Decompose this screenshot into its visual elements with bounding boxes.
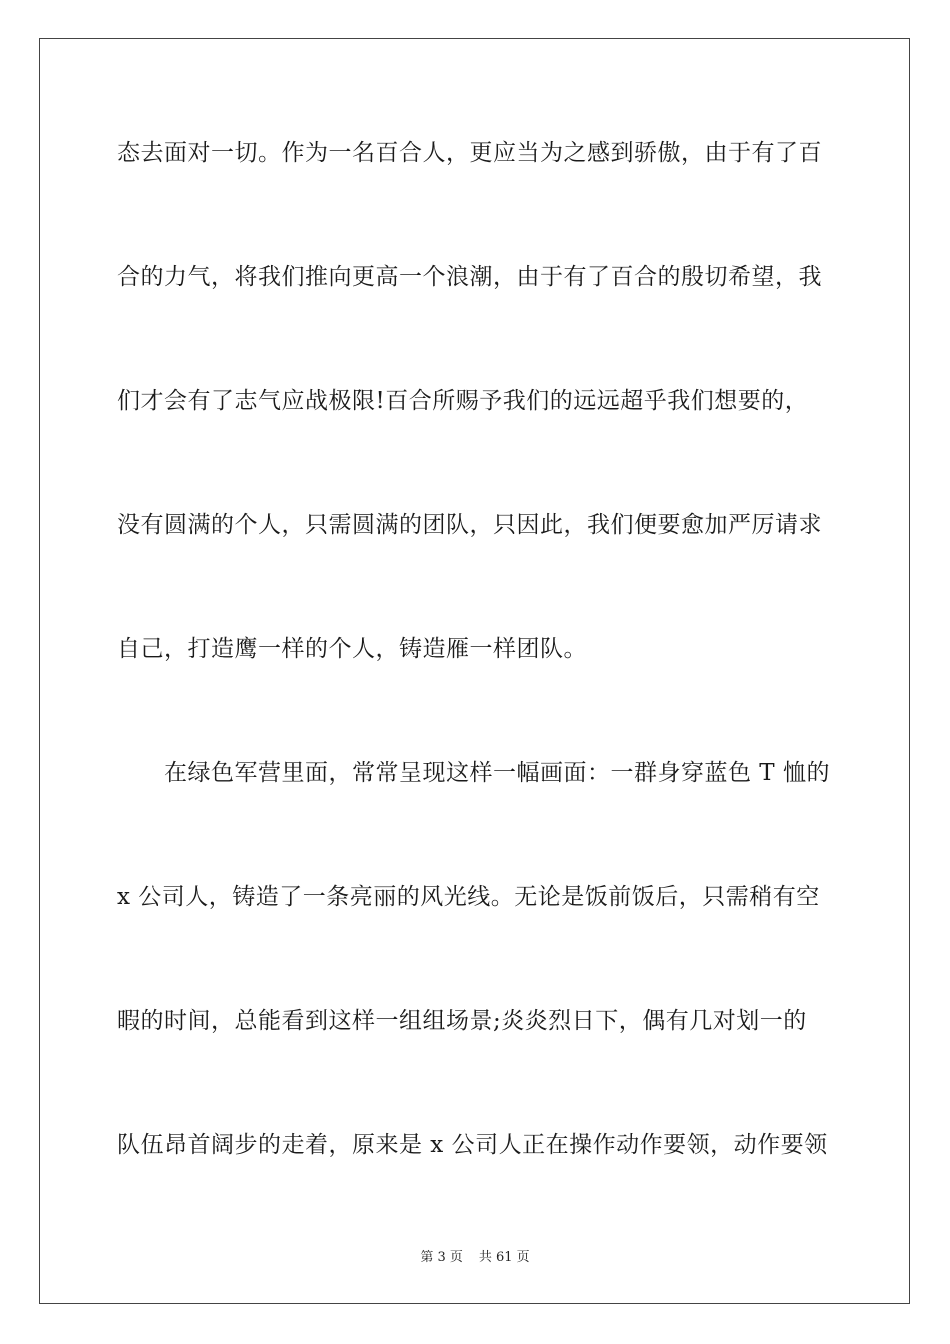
page-total: 共 61 页: [478, 1250, 530, 1265]
text-line-5: 自己，打造鹰一样的个人，铸造雁一样团队。: [117, 636, 587, 662]
text-line-2: 合的力气，将我们推向更高一个浪潮，由于有了百合的殷切希望，我: [117, 264, 822, 290]
page-number: 第 3 页: [420, 1250, 463, 1265]
page-border: [39, 38, 910, 1304]
text-line-7: x 公司人，铸造了一条亮丽的风光线。无论是饭前饭后，只需稍有空: [117, 884, 820, 910]
text-line-6: 在绿色军营里面，常常呈现这样一幅画面：一群身穿蓝色 T 恤的: [164, 760, 830, 786]
text-line-3: 们才会有了志气应战极限!百合所赐予我们的远远超乎我们想要的，: [117, 388, 809, 414]
text-line-1: 态去面对一切。作为一名百合人，更应当为之感到骄傲，由于有了百: [117, 140, 822, 166]
text-line-9: 队伍昂首阔步的走着，原来是 x 公司人正在操作动作要领，动作要领: [117, 1132, 828, 1158]
text-line-4: 没有圆满的个人，只需圆满的团队，只因此，我们便要愈加严厉请求: [117, 512, 822, 538]
text-line-8: 暇的时间，总能看到这样一组组场景;炎炎烈日下，偶有几对划一的: [117, 1008, 807, 1034]
page-footer: [0, 1246, 950, 1265]
